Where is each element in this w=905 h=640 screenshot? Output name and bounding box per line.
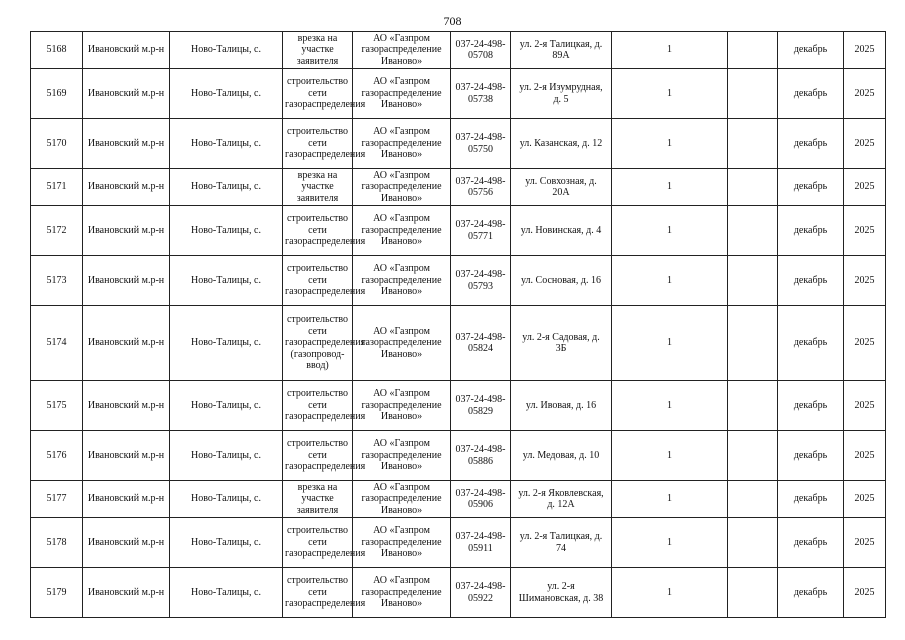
row-number-cell: 5170 [31, 119, 83, 169]
empty-cell [728, 481, 778, 518]
quantity-cell: 1 [612, 256, 728, 306]
quantity-cell: 1 [612, 169, 728, 206]
code-cell: 037-24-498-05886 [451, 431, 511, 481]
table-row [31, 431, 886, 481]
locality-cell: Ново-Талицы, с. [170, 32, 283, 69]
organization-cell: АО «Газпром газораспределение Иваново» [353, 481, 451, 518]
year-cell: 2025 [844, 169, 886, 206]
page-number: 708 [443, 14, 462, 28]
organization-cell: АО «Газпром газораспределение Иваново» [353, 69, 451, 119]
locality-cell: Ново-Талицы, с. [170, 169, 283, 206]
table-row [31, 518, 886, 568]
month-cell: декабрь [778, 169, 844, 206]
locality-cell: Ново-Талицы, с. [170, 568, 283, 618]
district-cell: Ивановский м.р-н [83, 381, 170, 431]
quantity-cell: 1 [612, 518, 728, 568]
address-cell: ул. 2-я Изумрудная, д. 5 [511, 69, 612, 119]
month-cell: декабрь [778, 206, 844, 256]
code-cell: 037-24-498-05750 [451, 119, 511, 169]
code-cell: 037-24-498-05911 [451, 518, 511, 568]
locality-cell: Ново-Талицы, с. [170, 481, 283, 518]
quantity-cell: 1 [612, 568, 728, 618]
month-cell: декабрь [778, 119, 844, 169]
work-type-cell: строительство сети газораспределения [283, 431, 353, 481]
empty-cell [728, 381, 778, 431]
year-cell: 2025 [844, 481, 886, 518]
code-cell: 037-24-498-05708 [451, 32, 511, 69]
work-type-cell: врезка на участке заявителя [283, 481, 353, 518]
year-cell: 2025 [844, 306, 886, 381]
organization-cell: АО «Газпром газораспределение Иваново» [353, 518, 451, 568]
month-cell: декабрь [778, 481, 844, 518]
empty-cell [728, 256, 778, 306]
work-type-cell: врезка на участке заявителя [283, 169, 353, 206]
organization-cell: АО «Газпром газораспределение Иваново» [353, 568, 451, 618]
row-number-cell: 5179 [31, 568, 83, 618]
district-cell: Ивановский м.р-н [83, 32, 170, 69]
organization-cell: АО «Газпром газораспределение Иваново» [353, 256, 451, 306]
address-cell: ул. Медовая, д. 10 [511, 431, 612, 481]
address-cell: ул. Казанская, д. 12 [511, 119, 612, 169]
row-number-cell: 5171 [31, 169, 83, 206]
organization-cell: АО «Газпром газораспределение Иваново» [353, 431, 451, 481]
address-cell: ул. Совхозная, д. 20А [511, 169, 612, 206]
district-cell: Ивановский м.р-н [83, 206, 170, 256]
empty-cell [728, 306, 778, 381]
work-type-cell: врезка на участке заявителя [283, 32, 353, 69]
table-row [31, 169, 886, 206]
district-cell: Ивановский м.р-н [83, 518, 170, 568]
quantity-cell: 1 [612, 69, 728, 119]
organization-cell: АО «Газпром газораспределение Иваново» [353, 206, 451, 256]
locality-cell: Ново-Талицы, с. [170, 518, 283, 568]
table-row [31, 119, 886, 169]
row-number-cell: 5178 [31, 518, 83, 568]
month-cell: декабрь [778, 431, 844, 481]
work-type-cell: строительство сети газораспределения (газопровод-ввод) [283, 306, 353, 381]
year-cell: 2025 [844, 381, 886, 431]
year-cell: 2025 [844, 431, 886, 481]
empty-cell [728, 206, 778, 256]
year-cell: 2025 [844, 69, 886, 119]
code-cell: 037-24-498-05829 [451, 381, 511, 431]
month-cell: декабрь [778, 306, 844, 381]
code-cell: 037-24-498-05922 [451, 568, 511, 618]
district-cell: Ивановский м.р-н [83, 306, 170, 381]
address-cell: ул. Ивовая, д. 16 [511, 381, 612, 431]
district-cell: Ивановский м.р-н [83, 256, 170, 306]
row-number-cell: 5169 [31, 69, 83, 119]
empty-cell [728, 119, 778, 169]
month-cell: декабрь [778, 568, 844, 618]
locality-cell: Ново-Талицы, с. [170, 431, 283, 481]
address-cell: ул. Сосновая, д. 16 [511, 256, 612, 306]
locality-cell: Ново-Талицы, с. [170, 256, 283, 306]
district-cell: Ивановский м.р-н [83, 119, 170, 169]
table-row [31, 481, 886, 518]
work-type-cell: строительство сети газораспределения [283, 69, 353, 119]
district-cell: Ивановский м.р-н [83, 169, 170, 206]
empty-cell [728, 568, 778, 618]
empty-cell [728, 431, 778, 481]
address-cell: ул. 2-я Садовая, д. 3Б [511, 306, 612, 381]
month-cell: декабрь [778, 381, 844, 431]
work-type-cell: строительство сети газораспределения [283, 568, 353, 618]
year-cell: 2025 [844, 568, 886, 618]
row-number-cell: 5176 [31, 431, 83, 481]
district-cell: Ивановский м.р-н [83, 568, 170, 618]
table-row [31, 306, 886, 381]
address-cell: ул. 2-я Талицкая, д. 89А [511, 32, 612, 69]
empty-cell [728, 32, 778, 69]
row-number-cell: 5172 [31, 206, 83, 256]
organization-cell: АО «Газпром газораспределение Иваново» [353, 381, 451, 431]
table-row [31, 32, 886, 69]
organization-cell: АО «Газпром газораспределение Иваново» [353, 169, 451, 206]
district-cell: Ивановский м.р-н [83, 69, 170, 119]
code-cell: 037-24-498-05756 [451, 169, 511, 206]
work-type-cell: строительство сети газораспределения [283, 206, 353, 256]
year-cell: 2025 [844, 256, 886, 306]
code-cell: 037-24-498-05771 [451, 206, 511, 256]
organization-cell: АО «Газпром газораспределение Иваново» [353, 32, 451, 69]
gasification-table [30, 31, 886, 618]
code-cell: 037-24-498-05906 [451, 481, 511, 518]
year-cell: 2025 [844, 206, 886, 256]
organization-cell: АО «Газпром газораспределение Иваново» [353, 119, 451, 169]
locality-cell: Ново-Талицы, с. [170, 381, 283, 431]
quantity-cell: 1 [612, 431, 728, 481]
work-type-cell: строительство сети газораспределения [283, 256, 353, 306]
code-cell: 037-24-498-05824 [451, 306, 511, 381]
row-number-cell: 5168 [31, 32, 83, 69]
table-row [31, 381, 886, 431]
row-number-cell: 5177 [31, 481, 83, 518]
locality-cell: Ново-Талицы, с. [170, 206, 283, 256]
district-cell: Ивановский м.р-н [83, 481, 170, 518]
row-number-cell: 5173 [31, 256, 83, 306]
work-type-cell: строительство сети газораспределения [283, 381, 353, 431]
month-cell: декабрь [778, 69, 844, 119]
row-number-cell: 5175 [31, 381, 83, 431]
locality-cell: Ново-Талицы, с. [170, 119, 283, 169]
district-cell: Ивановский м.р-н [83, 431, 170, 481]
quantity-cell: 1 [612, 481, 728, 518]
code-cell: 037-24-498-05738 [451, 69, 511, 119]
quantity-cell: 1 [612, 119, 728, 169]
table-row [31, 206, 886, 256]
work-type-cell: строительство сети газораспределения [283, 119, 353, 169]
month-cell: декабрь [778, 32, 844, 69]
address-cell: ул. 2-я Талицкая, д. 74 [511, 518, 612, 568]
empty-cell [728, 518, 778, 568]
table-row [31, 256, 886, 306]
month-cell: декабрь [778, 256, 844, 306]
locality-cell: Ново-Талицы, с. [170, 69, 283, 119]
table-row [31, 69, 886, 119]
organization-cell: АО «Газпром газораспределение Иваново» [353, 306, 451, 381]
empty-cell [728, 169, 778, 206]
code-cell: 037-24-498-05793 [451, 256, 511, 306]
work-type-cell: строительство сети газораспределения [283, 518, 353, 568]
empty-cell [728, 69, 778, 119]
year-cell: 2025 [844, 119, 886, 169]
locality-cell: Ново-Талицы, с. [170, 306, 283, 381]
address-cell: ул. 2-я Шимановская, д. 38 [511, 568, 612, 618]
address-cell: ул. Новинская, д. 4 [511, 206, 612, 256]
year-cell: 2025 [844, 518, 886, 568]
quantity-cell: 1 [612, 306, 728, 381]
quantity-cell: 1 [612, 381, 728, 431]
row-number-cell: 5174 [31, 306, 83, 381]
quantity-cell: 1 [612, 32, 728, 69]
table-row [31, 568, 886, 618]
month-cell: декабрь [778, 518, 844, 568]
quantity-cell: 1 [612, 206, 728, 256]
year-cell: 2025 [844, 32, 886, 69]
address-cell: ул. 2-я Яковлевская, д. 12А [511, 481, 612, 518]
